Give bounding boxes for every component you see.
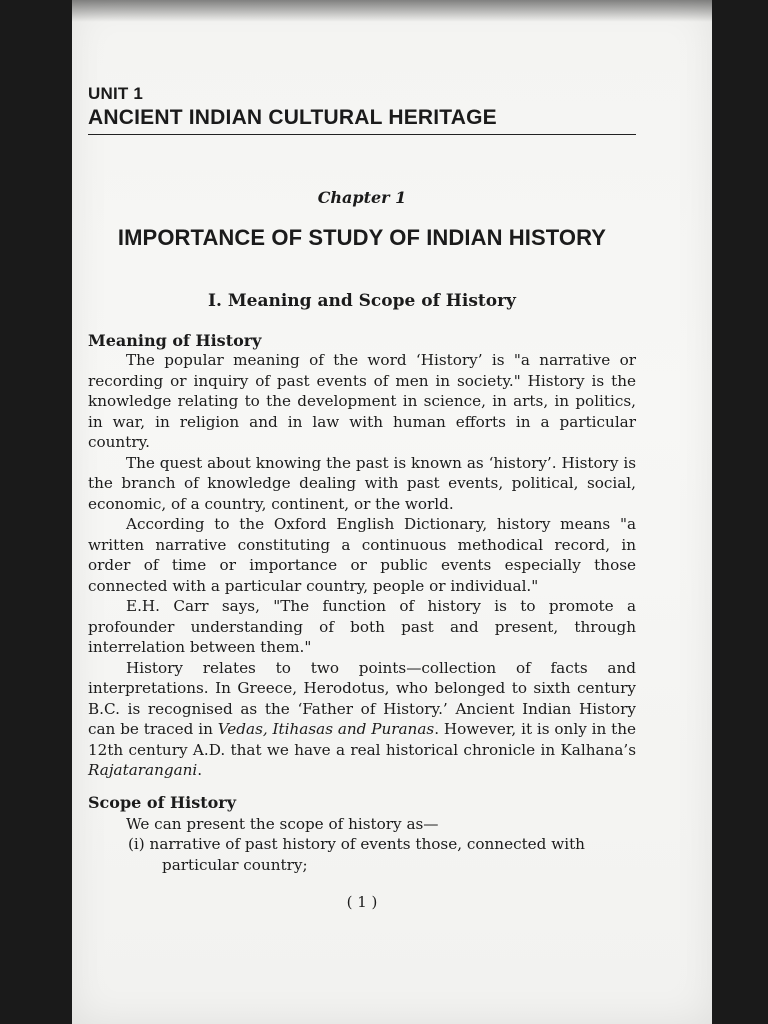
meaning-heading: Meaning of History: [88, 331, 262, 350]
paragraph-quest: The quest about knowing the past is known as ‘history’. History is the branch of knowledge dealing with past events, political, social, economic, of a country, continent, or the world.: [88, 453, 636, 513]
scope-heading: Scope of History: [88, 792, 237, 812]
paragraph-oxford-definition: According to the Oxford English Dictionary, history means "a written narrative constituting a continuous methodical record, in order of time or importance or public events especially those connected with a particular country, people or individual.": [88, 515, 636, 595]
page-edge-shadow: [72, 0, 712, 22]
italic-sources: Vedas, Itihasas and Puranas: [217, 720, 435, 738]
paragraph-two-points: [88, 658, 636, 781]
unit-divider: [88, 134, 636, 135]
unit-title: ANCIENT INDIAN CULTURAL HERITAGE: [88, 106, 497, 129]
paragraph-carr-quote: E.H. Carr says, "The function of history is to promote a profounder understanding of both past and present, through interrelation between them.": [88, 597, 636, 656]
text-run: History relates to two points—collection of facts and interpretations. In Greece, Herodotus, who belonged to sixth century B.C. is recognised as the ‘Father of History.’ Ancient Indian History can be traced in: [88, 658, 636, 738]
section-heading: I. Meaning and Scope of History: [208, 291, 516, 311]
paragraph-popular-meaning: The popular meaning of the word ‘History’ is "a narrative or recording or inquiry of past events of men in society." History is the knowledge relating to the development in science, in arts, in politics, in war, in religion and in law with human efforts in a particular country.: [88, 351, 636, 451]
chapter-label: Chapter 1: [317, 188, 407, 207]
book-page: [72, 0, 712, 1024]
chapter-title: IMPORTANCE OF STUDY OF INDIAN HISTORY: [117, 225, 607, 250]
text-run: . However, it is only in the 12th century A.D. that we have a real historical chronicle in Kalhana’s: [88, 720, 636, 759]
scope-intro: We can present the scope of history as—: [126, 814, 439, 833]
text-run: .: [197, 761, 203, 779]
scope-list-item: (i) narrative of past history of events those, connected with particular country;: [128, 835, 585, 874]
page-number: ( 1 ): [346, 893, 378, 911]
italic-rajatarangani: Rajatarangani: [88, 761, 198, 779]
unit-label: UNIT 1: [88, 84, 144, 103]
page-content: [88, 84, 636, 911]
